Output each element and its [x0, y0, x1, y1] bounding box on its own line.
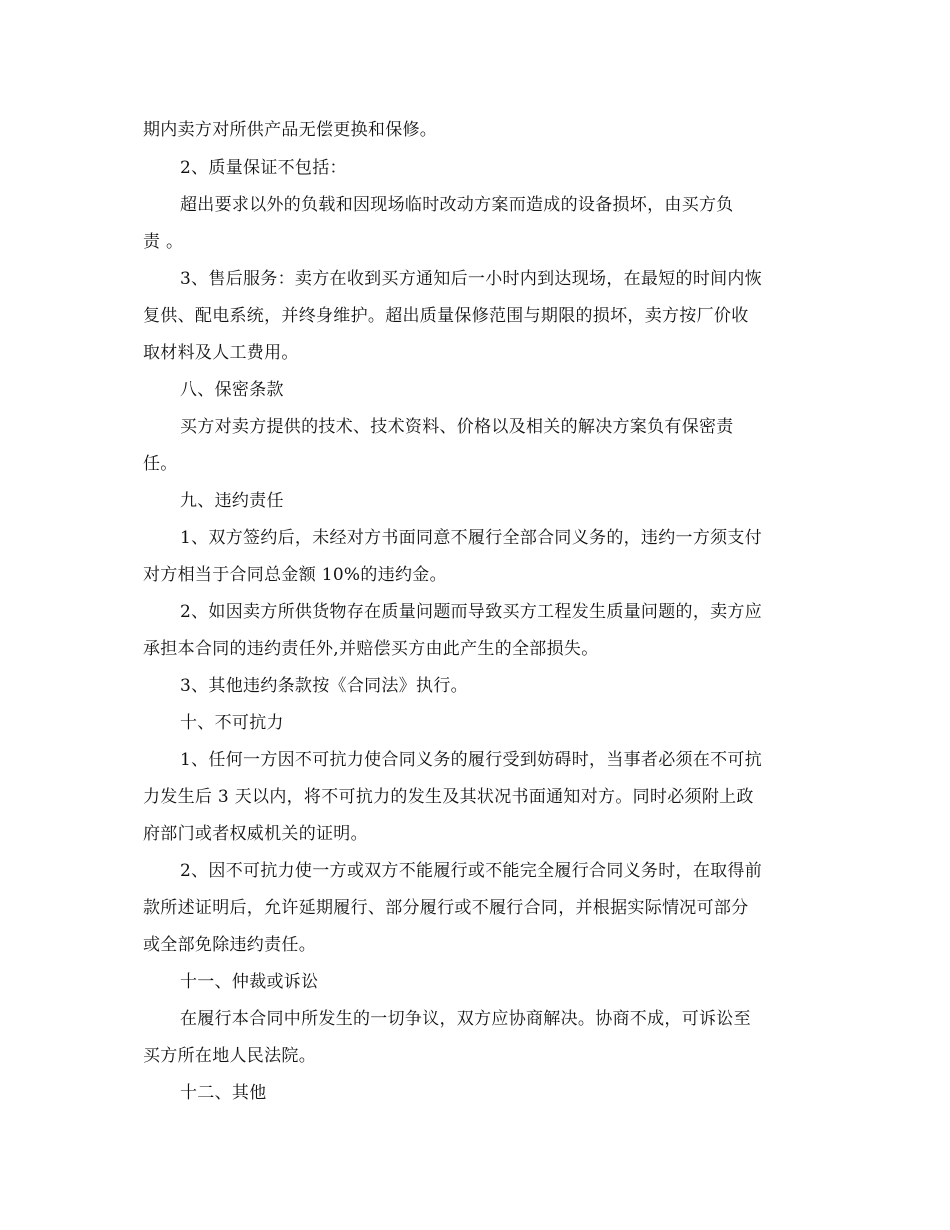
text-line: 1、双方签约后，未经对方书面同意不履行全部合同义务的，违约一方须支付: [180, 528, 763, 548]
text-line: 责 。: [143, 232, 184, 252]
text-line: 或全部免除违约责任。: [143, 935, 316, 955]
text-line: 3、其他违约条款按《合同法》执行。: [180, 676, 468, 696]
text-line: 任。: [143, 454, 178, 474]
text-line: 复供、配电系统，并终身维护。超出质量保修范围与期限的损坏，卖方按厂价收: [143, 306, 749, 326]
text-line: 2、如因卖方所供货物存在质量问题而导致买方工程发生质量问题的，卖方应: [180, 602, 763, 622]
text-line: 府部门或者权威机关的证明。: [143, 824, 368, 844]
section-heading: 十、不可抗力: [180, 713, 284, 733]
section-heading: 十一、仲裁或诉讼: [180, 972, 319, 992]
text-line: 期内卖方对所供产品无偿更换和保修。: [143, 120, 438, 140]
section-heading: 九、违约责任: [180, 491, 284, 511]
text-line: 款所述证明后，允许延期履行、部分履行或不履行合同，并根据实际情况可部分: [143, 898, 749, 918]
text-line: 1、任何一方因不可抗力使合同义务的履行受到妨碍时，当事者必须在不可抗: [180, 750, 763, 770]
clause-heading: 2、质量保证不包括：: [180, 158, 347, 178]
section-heading: 八、保密条款: [180, 380, 284, 400]
text-line: 超出要求以外的负载和因现场临时改动方案而造成的设备损坏，由买方负: [180, 195, 734, 215]
text-line: 力发生后 3 天以内，将不可抗力的发生及其状况书面通知对方。同时必须附上政: [143, 787, 754, 807]
text-line: 3、售后服务：卖方在收到买方通知后一小时内到达现场，在最短的时间内恢: [180, 269, 763, 289]
text-line: 买方对卖方提供的技术、技术资料、价格以及相关的解决方案负有保密责: [180, 417, 734, 437]
text-line: 承担本合同的违约责任外,并赔偿买方由此产生的全部损失。: [143, 639, 599, 659]
text-line: 取材料及人工费用。: [143, 343, 299, 363]
text-line: 对方相当于合同总金额 10%的违约金。: [143, 565, 447, 585]
text-line: 买方所在地人民法院。: [143, 1046, 316, 1066]
text-line: 在履行本合同中所发生的一切争议，双方应协商解决。协商不成，可诉讼至: [180, 1009, 751, 1029]
section-heading: 十二、其他: [180, 1083, 267, 1103]
text-line: 2、因不可抗力使一方或双方不能履行或不能完全履行合同义务时，在取得前: [180, 861, 763, 881]
